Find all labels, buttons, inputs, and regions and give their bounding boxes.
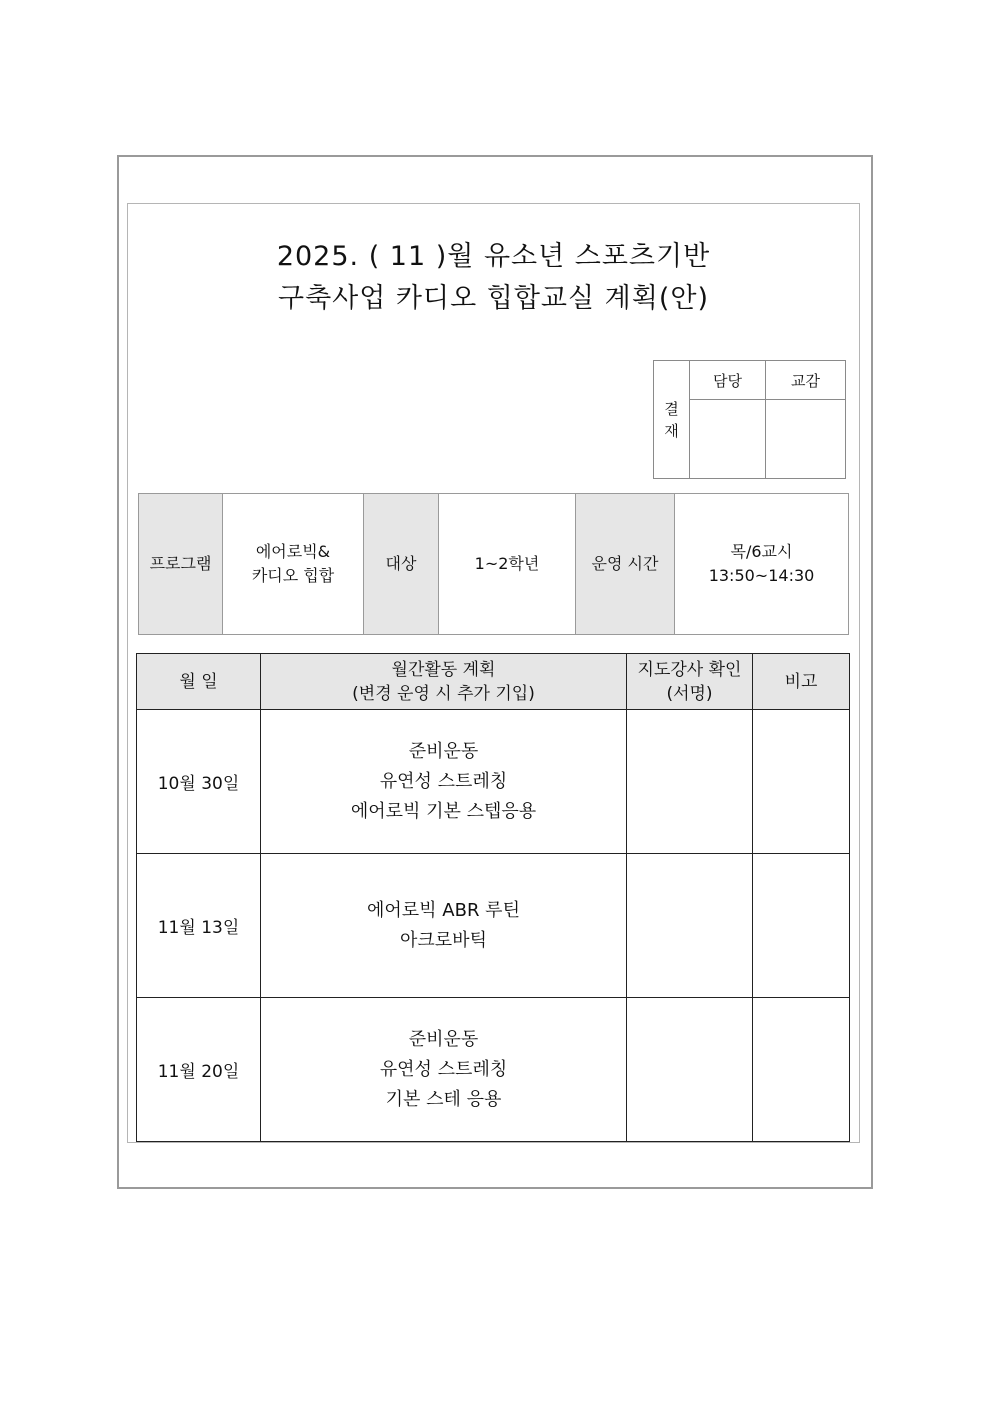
- target-value: 1~2학년: [439, 494, 576, 635]
- document-title: [127, 236, 860, 320]
- title-line-1: 2025. ( 11 )월 유소년 스포츠기반: [276, 241, 711, 272]
- time-value: 목/6교시 13:50~14:30: [675, 494, 849, 635]
- approval-label: 결 재: [654, 361, 690, 479]
- program-info-table: [138, 493, 849, 635]
- activity-item: 유연성 스트레칭: [379, 770, 508, 792]
- row-instructor-signature[interactable]: [627, 710, 753, 854]
- row-instructor-signature[interactable]: [627, 854, 753, 998]
- approval-col-vice-principal: 교감: [766, 361, 846, 400]
- table-row: [137, 854, 850, 998]
- header-activity: 월간활동 계획 (변경 운영 시 추가 기입): [261, 654, 627, 710]
- row-activities: [261, 998, 627, 1142]
- time-label: 운영 시간: [576, 494, 675, 635]
- header-note: 비고: [753, 654, 850, 710]
- activity-item: 에어로빅 기본 스텝응용: [350, 800, 537, 822]
- title-line-2: 구축사업 카디오 힙합교실 계획(안): [278, 283, 709, 314]
- activity-item: 기본 스테 응용: [385, 1088, 502, 1110]
- row-note[interactable]: [753, 710, 850, 854]
- program-value: 에어로빅& 카디오 힙합: [223, 494, 364, 635]
- row-note[interactable]: [753, 854, 850, 998]
- target-label: 대상: [364, 494, 439, 635]
- approval-sign-manager[interactable]: [690, 400, 766, 479]
- row-note[interactable]: [753, 998, 850, 1142]
- row-date: 10월 30일: [137, 710, 261, 854]
- approval-col-manager: 담당: [690, 361, 766, 400]
- row-instructor-signature[interactable]: [627, 998, 753, 1142]
- activity-item: 유연성 스트레칭: [379, 1058, 508, 1080]
- row-date: 11월 13일: [137, 854, 261, 998]
- approval-table: [653, 360, 846, 479]
- plan-header-row: [137, 654, 850, 710]
- activity-item: 준비운동: [408, 1028, 479, 1050]
- row-activities: [261, 710, 627, 854]
- table-row: [137, 710, 850, 854]
- monthly-plan-table: [136, 653, 850, 1142]
- activity-item: 아크로바틱: [400, 929, 487, 951]
- row-date: 11월 20일: [137, 998, 261, 1142]
- row-activities: [261, 854, 627, 998]
- activity-item: 준비운동: [408, 740, 479, 762]
- header-instructor: 지도강사 확인 (서명): [627, 654, 753, 710]
- program-label: 프로그램: [139, 494, 223, 635]
- approval-sign-vice-principal[interactable]: [766, 400, 846, 479]
- header-date: 월 일: [137, 654, 261, 710]
- table-row: [137, 998, 850, 1142]
- activity-item: 에어로빅 ABR 루틴: [367, 899, 520, 921]
